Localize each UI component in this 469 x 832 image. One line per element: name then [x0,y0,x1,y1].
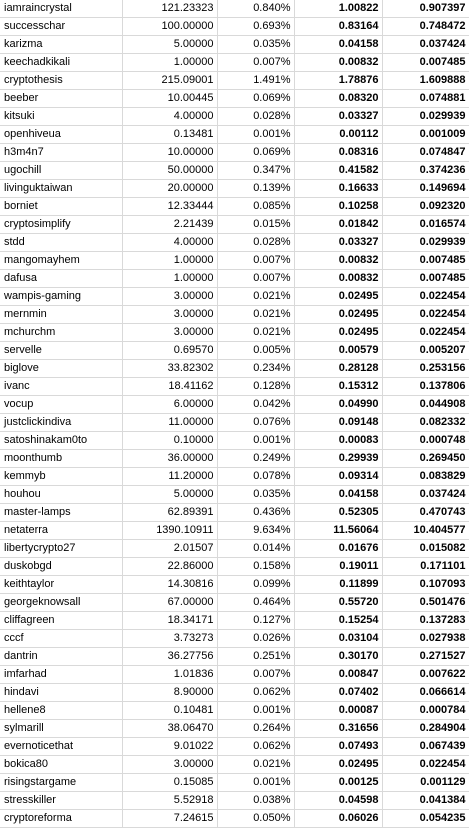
percent-cell[interactable]: 0.007% [217,666,294,684]
percent-cell[interactable]: 0.251% [217,648,294,666]
value-cell[interactable]: 0.55720 [294,594,382,612]
username-cell[interactable]: sylmarill [0,720,122,738]
username-cell[interactable]: cliffagreen [0,612,122,630]
username-cell[interactable]: cryptoreforma [0,810,122,828]
percent-cell[interactable]: 0.464% [217,594,294,612]
username-cell[interactable]: netaterra [0,522,122,540]
table-row [0,504,469,522]
table-row [0,72,469,90]
value-cell[interactable]: 0.07402 [294,684,382,702]
value-cell[interactable]: 0.04158 [294,486,382,504]
amount-cell[interactable]: 3.00000 [122,306,217,324]
username-cell[interactable]: dafusa [0,270,122,288]
payout-cell[interactable]: 0.171101 [382,558,469,576]
value-cell[interactable]: 0.03327 [294,108,382,126]
username-cell[interactable]: hellene8 [0,702,122,720]
username-cell[interactable]: successchar [0,18,122,36]
payout-cell[interactable]: 0.253156 [382,360,469,378]
payout-cell[interactable]: 0.007485 [382,252,469,270]
payout-cell[interactable]: 0.007485 [382,270,469,288]
percent-cell[interactable]: 0.021% [217,324,294,342]
percent-cell[interactable]: 0.158% [217,558,294,576]
value-cell[interactable]: 0.41582 [294,162,382,180]
payout-cell[interactable]: 0.015082 [382,540,469,558]
table-row [0,468,469,486]
value-cell[interactable]: 0.04990 [294,396,382,414]
value-cell[interactable]: 11.56064 [294,522,382,540]
table-row [0,738,469,756]
username-cell[interactable]: mangomayhem [0,252,122,270]
value-cell[interactable]: 0.02495 [294,306,382,324]
value-cell[interactable]: 0.04598 [294,792,382,810]
table-row [0,162,469,180]
payout-cell[interactable]: 0.037424 [382,36,469,54]
percent-cell[interactable]: 0.014% [217,540,294,558]
payout-cell[interactable]: 0.022454 [382,306,469,324]
amount-cell[interactable]: 1390.10911 [122,522,217,540]
payout-cell[interactable]: 0.107093 [382,576,469,594]
value-cell[interactable]: 0.04158 [294,36,382,54]
payout-cell[interactable]: 0.000784 [382,702,469,720]
payout-cell[interactable]: 0.082332 [382,414,469,432]
value-cell[interactable]: 0.06026 [294,810,382,828]
table-row [0,630,469,648]
value-cell[interactable]: 0.02495 [294,288,382,306]
payout-cell[interactable]: 0.067439 [382,738,469,756]
amount-cell[interactable]: 1.00000 [122,54,217,72]
amount-cell[interactable]: 10.00445 [122,90,217,108]
percent-cell[interactable]: 0.264% [217,720,294,738]
amount-cell[interactable]: 3.00000 [122,756,217,774]
value-cell[interactable]: 0.16633 [294,180,382,198]
percent-cell[interactable]: 0.099% [217,576,294,594]
table-row [0,36,469,54]
table-row [0,576,469,594]
amount-cell[interactable]: 18.41162 [122,378,217,396]
username-cell[interactable]: mernmin [0,306,122,324]
payout-cell[interactable]: 0.907397 [382,0,469,18]
percent-cell[interactable]: 0.038% [217,792,294,810]
payout-cell[interactable]: 0.074847 [382,144,469,162]
amount-cell[interactable]: 0.10481 [122,702,217,720]
value-cell[interactable]: 0.00112 [294,126,382,144]
table-row [0,0,469,18]
payout-cell[interactable]: 0.007485 [382,54,469,72]
table-row [0,702,469,720]
percent-cell[interactable]: 0.035% [217,36,294,54]
payout-cell[interactable]: 0.137806 [382,378,469,396]
percent-cell[interactable]: 0.007% [217,270,294,288]
percent-cell[interactable]: 0.028% [217,108,294,126]
username-cell[interactable]: servelle [0,342,122,360]
username-cell[interactable]: duskobgd [0,558,122,576]
payout-cell[interactable]: 0.000748 [382,432,469,450]
amount-cell[interactable]: 2.21439 [122,216,217,234]
percent-cell[interactable]: 0.026% [217,630,294,648]
table-row [0,666,469,684]
table-row [0,810,469,828]
table-row [0,180,469,198]
amount-cell[interactable]: 11.00000 [122,414,217,432]
percent-cell[interactable]: 0.021% [217,756,294,774]
value-cell[interactable]: 0.28128 [294,360,382,378]
value-cell[interactable]: 1.00822 [294,0,382,18]
value-cell[interactable]: 0.03104 [294,630,382,648]
payout-cell[interactable]: 1.609888 [382,72,469,90]
percent-cell[interactable]: 0.035% [217,486,294,504]
payout-cell[interactable]: 0.022454 [382,324,469,342]
table-row [0,486,469,504]
payout-cell[interactable]: 0.470743 [382,504,469,522]
payout-cell[interactable]: 0.041384 [382,792,469,810]
username-cell[interactable]: livinguktaiwan [0,180,122,198]
payout-cell[interactable]: 0.374236 [382,162,469,180]
value-cell[interactable]: 0.03327 [294,234,382,252]
value-cell[interactable]: 0.09148 [294,414,382,432]
payout-cell[interactable]: 0.501476 [382,594,469,612]
table-row [0,306,469,324]
amount-cell[interactable]: 1.00000 [122,252,217,270]
table-row [0,360,469,378]
value-cell[interactable]: 0.15312 [294,378,382,396]
table-row [0,774,469,792]
amount-cell[interactable]: 215.09001 [122,72,217,90]
username-cell[interactable]: cccf [0,630,122,648]
value-cell[interactable]: 0.00832 [294,270,382,288]
amount-cell[interactable]: 2.01507 [122,540,217,558]
table-row [0,54,469,72]
table-row [0,594,469,612]
table-row [0,522,469,540]
username-cell[interactable]: kitsuki [0,108,122,126]
payout-cell[interactable]: 0.029939 [382,108,469,126]
percent-cell[interactable]: 0.347% [217,162,294,180]
amount-cell[interactable]: 18.34171 [122,612,217,630]
percent-cell[interactable]: 9.634% [217,522,294,540]
percent-cell[interactable]: 0.001% [217,432,294,450]
payout-cell[interactable]: 0.271527 [382,648,469,666]
username-cell[interactable]: stdd [0,234,122,252]
percent-cell[interactable]: 0.062% [217,684,294,702]
value-cell[interactable]: 0.01676 [294,540,382,558]
payout-cell[interactable]: 0.083829 [382,468,469,486]
payout-cell[interactable]: 0.022454 [382,288,469,306]
username-cell[interactable]: openhiveua [0,126,122,144]
percent-cell[interactable]: 0.001% [217,702,294,720]
value-cell[interactable]: 1.78876 [294,72,382,90]
percent-cell[interactable]: 0.001% [217,774,294,792]
payout-cell[interactable]: 0.137283 [382,612,469,630]
table-row [0,612,469,630]
value-cell[interactable]: 0.02495 [294,324,382,342]
amount-cell[interactable]: 3.00000 [122,324,217,342]
amount-cell[interactable]: 3.73273 [122,630,217,648]
username-cell[interactable]: cryptosimplify [0,216,122,234]
amount-cell[interactable]: 0.10000 [122,432,217,450]
username-cell[interactable]: iamraincrystal [0,0,122,18]
username-cell[interactable]: beeber [0,90,122,108]
amount-cell[interactable]: 11.20000 [122,468,217,486]
percent-cell[interactable]: 0.139% [217,180,294,198]
percent-cell[interactable]: 0.693% [217,18,294,36]
amount-cell[interactable]: 100.00000 [122,18,217,36]
payout-cell[interactable]: 0.037424 [382,486,469,504]
amount-cell[interactable]: 67.00000 [122,594,217,612]
table-row [0,756,469,774]
percent-cell[interactable]: 0.085% [217,198,294,216]
percent-cell[interactable]: 0.076% [217,414,294,432]
percent-cell[interactable]: 0.249% [217,450,294,468]
username-cell[interactable]: libertycrypto27 [0,540,122,558]
table-row [0,270,469,288]
amount-cell[interactable]: 0.13481 [122,126,217,144]
payout-cell[interactable]: 0.748472 [382,18,469,36]
table-row [0,288,469,306]
username-cell[interactable]: h3m4n7 [0,144,122,162]
value-cell[interactable]: 0.00087 [294,702,382,720]
amount-cell[interactable]: 1.00000 [122,270,217,288]
username-cell[interactable]: risingstargame [0,774,122,792]
amount-cell[interactable]: 0.69570 [122,342,217,360]
amount-cell[interactable]: 4.00000 [122,108,217,126]
table-row [0,108,469,126]
percent-cell[interactable]: 0.001% [217,126,294,144]
table-row [0,432,469,450]
value-cell[interactable]: 0.00832 [294,252,382,270]
amount-cell[interactable]: 12.33444 [122,198,217,216]
username-cell[interactable]: houhou [0,486,122,504]
percent-cell[interactable]: 0.028% [217,234,294,252]
value-cell[interactable]: 0.00125 [294,774,382,792]
username-cell[interactable]: dantrin [0,648,122,666]
amount-cell[interactable]: 4.00000 [122,234,217,252]
value-cell[interactable]: 0.09314 [294,468,382,486]
username-cell[interactable]: stresskiller [0,792,122,810]
amount-cell[interactable]: 7.24615 [122,810,217,828]
value-cell[interactable]: 0.07493 [294,738,382,756]
payout-cell[interactable]: 0.022454 [382,756,469,774]
table-row [0,396,469,414]
table-row [0,342,469,360]
amount-cell[interactable]: 5.00000 [122,486,217,504]
username-cell[interactable]: ugochill [0,162,122,180]
amount-cell[interactable]: 62.89391 [122,504,217,522]
username-cell[interactable]: moonthumb [0,450,122,468]
username-cell[interactable]: bokica80 [0,756,122,774]
percent-cell[interactable]: 0.069% [217,90,294,108]
username-cell[interactable]: justclickindiva [0,414,122,432]
amount-cell[interactable]: 5.00000 [122,36,217,54]
payout-cell[interactable]: 0.029939 [382,234,469,252]
amount-cell[interactable]: 33.82302 [122,360,217,378]
payout-cell[interactable]: 0.269450 [382,450,469,468]
value-cell[interactable]: 0.08320 [294,90,382,108]
table-row [0,252,469,270]
amount-cell[interactable]: 36.27756 [122,648,217,666]
table-row [0,234,469,252]
table-row [0,18,469,36]
amount-cell[interactable]: 9.01022 [122,738,217,756]
username-cell[interactable]: keithtaylor [0,576,122,594]
username-cell[interactable]: hindavi [0,684,122,702]
value-cell[interactable]: 0.00579 [294,342,382,360]
percent-cell[interactable]: 0.042% [217,396,294,414]
percent-cell[interactable]: 0.127% [217,612,294,630]
payout-cell[interactable]: 0.001129 [382,774,469,792]
value-cell[interactable]: 0.30170 [294,648,382,666]
amount-cell[interactable]: 22.86000 [122,558,217,576]
amount-cell[interactable]: 1.01836 [122,666,217,684]
username-cell[interactable]: kemmyb [0,468,122,486]
username-cell[interactable]: borniet [0,198,122,216]
table-row [0,558,469,576]
username-cell[interactable]: satoshinakam0to [0,432,122,450]
table-row [0,144,469,162]
percent-cell[interactable]: 0.062% [217,738,294,756]
table-row [0,792,469,810]
amount-cell[interactable]: 50.00000 [122,162,217,180]
value-cell[interactable]: 0.10258 [294,198,382,216]
value-cell[interactable]: 0.19011 [294,558,382,576]
payout-cell[interactable]: 0.044908 [382,396,469,414]
amount-cell[interactable]: 14.30816 [122,576,217,594]
percent-cell[interactable]: 0.078% [217,468,294,486]
payout-cell[interactable]: 10.404577 [382,522,469,540]
amount-cell[interactable]: 3.00000 [122,288,217,306]
percent-cell[interactable]: 0.128% [217,378,294,396]
table-row [0,324,469,342]
table-row [0,540,469,558]
amount-cell[interactable]: 10.00000 [122,144,217,162]
table-row [0,414,469,432]
username-cell[interactable]: master-lamps [0,504,122,522]
value-cell[interactable]: 0.15254 [294,612,382,630]
username-cell[interactable]: karizma [0,36,122,54]
username-cell[interactable]: keechadkikali [0,54,122,72]
percent-cell[interactable]: 0.021% [217,306,294,324]
payout-cell[interactable]: 0.074881 [382,90,469,108]
percent-cell[interactable]: 0.007% [217,54,294,72]
username-cell[interactable]: biglove [0,360,122,378]
value-cell[interactable]: 0.11899 [294,576,382,594]
payout-cell[interactable]: 0.092320 [382,198,469,216]
table-row [0,126,469,144]
username-cell[interactable]: wampis-gaming [0,288,122,306]
username-cell[interactable]: mchurchm [0,324,122,342]
payout-cell[interactable]: 0.284904 [382,720,469,738]
username-cell[interactable]: imfarhad [0,666,122,684]
amount-cell[interactable]: 6.00000 [122,396,217,414]
table-row [0,216,469,234]
payout-cell[interactable]: 0.027938 [382,630,469,648]
payout-cell[interactable]: 0.001009 [382,126,469,144]
username-cell[interactable]: cryptothesis [0,72,122,90]
amount-cell[interactable]: 0.15085 [122,774,217,792]
value-cell[interactable]: 0.00832 [294,54,382,72]
amount-cell[interactable]: 8.90000 [122,684,217,702]
percent-cell[interactable]: 0.069% [217,144,294,162]
payout-cell[interactable]: 0.005207 [382,342,469,360]
table-row [0,378,469,396]
amount-cell[interactable]: 121.23323 [122,0,217,18]
payout-cell[interactable]: 0.007622 [382,666,469,684]
table-row [0,648,469,666]
table-row [0,720,469,738]
percent-cell[interactable]: 0.234% [217,360,294,378]
amount-cell[interactable]: 20.00000 [122,180,217,198]
percent-cell[interactable]: 0.436% [217,504,294,522]
percent-cell[interactable]: 0.840% [217,0,294,18]
value-cell[interactable]: 0.08316 [294,144,382,162]
value-cell[interactable]: 0.29939 [294,450,382,468]
value-cell[interactable]: 0.01842 [294,216,382,234]
value-cell[interactable]: 0.00847 [294,666,382,684]
amount-cell[interactable]: 5.52918 [122,792,217,810]
value-cell[interactable]: 0.00083 [294,432,382,450]
payout-cell[interactable]: 0.016574 [382,216,469,234]
table-row [0,684,469,702]
value-cell[interactable]: 0.83164 [294,18,382,36]
percent-cell[interactable]: 0.007% [217,252,294,270]
percent-cell[interactable]: 0.015% [217,216,294,234]
value-cell[interactable]: 0.52305 [294,504,382,522]
table-row [0,450,469,468]
username-cell[interactable]: evernoticethat [0,738,122,756]
percent-cell[interactable]: 1.491% [217,72,294,90]
percent-cell[interactable]: 0.005% [217,342,294,360]
username-cell[interactable]: georgeknowsall [0,594,122,612]
percent-cell[interactable]: 0.021% [217,288,294,306]
payout-cell[interactable]: 0.066614 [382,684,469,702]
username-cell[interactable]: ivanc [0,378,122,396]
payout-cell[interactable]: 0.149694 [382,180,469,198]
payout-cell[interactable]: 0.054235 [382,810,469,828]
username-cell[interactable]: vocup [0,396,122,414]
table-row [0,90,469,108]
amount-cell[interactable]: 38.06470 [122,720,217,738]
percent-cell[interactable]: 0.050% [217,810,294,828]
value-cell[interactable]: 0.31656 [294,720,382,738]
amount-cell[interactable]: 36.00000 [122,450,217,468]
value-cell[interactable]: 0.02495 [294,756,382,774]
table-row [0,198,469,216]
